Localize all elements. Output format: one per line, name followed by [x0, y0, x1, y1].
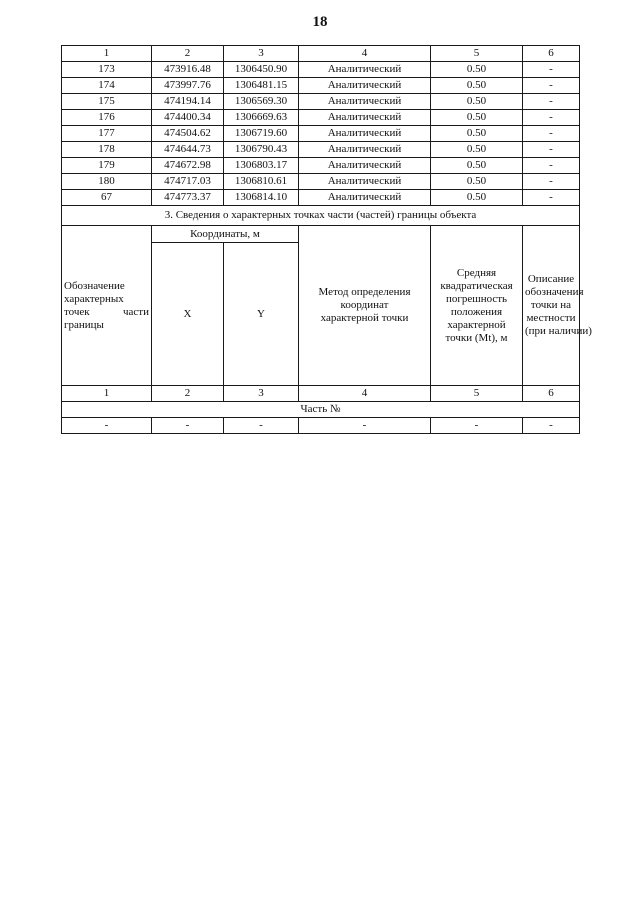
empty-cell: -: [224, 418, 299, 434]
accuracy: 0.50: [431, 62, 523, 78]
coord-y: 1306810.61: [224, 174, 299, 190]
section-title: 3. Сведения о характерных точках части (частей) границы объекта: [62, 206, 580, 226]
description: -: [523, 174, 580, 190]
col-header-text: характерной точки: [320, 312, 409, 324]
coord-y: 1306790.43: [224, 142, 299, 158]
col-header-text: характерных: [64, 292, 124, 305]
description: -: [523, 94, 580, 110]
table-row: [62, 142, 580, 158]
col-header-text: характерной: [447, 318, 506, 331]
col-header-text: границы: [64, 318, 104, 331]
header-cell: 1: [62, 46, 152, 62]
method: Аналитический: [299, 190, 431, 206]
header-cell: 2: [152, 46, 224, 62]
header-cell: 6: [523, 46, 580, 62]
method: Аналитический: [299, 62, 431, 78]
table-row: [62, 190, 580, 206]
point-number: 179: [62, 158, 152, 174]
coord-x: 474672.98: [152, 158, 224, 174]
coord-y: 1306803.17: [224, 158, 299, 174]
accuracy: 0.50: [431, 126, 523, 142]
description: -: [523, 126, 580, 142]
col-header-text: Обозначение: [64, 279, 125, 292]
table-row: [62, 418, 580, 434]
accuracy: 0.50: [431, 174, 523, 190]
column-number: 2: [152, 386, 224, 402]
coord-y: 1306481.15: [224, 78, 299, 94]
section-number-row: [62, 386, 580, 402]
point-number: 174: [62, 78, 152, 94]
header-cell: 5: [431, 46, 523, 62]
coord-x: 474773.37: [152, 190, 224, 206]
coordinates-table: [61, 45, 592, 434]
coord-x: 474504.62: [152, 126, 224, 142]
accuracy: 0.50: [431, 190, 523, 206]
table-row: [62, 110, 580, 126]
column-number: 4: [299, 386, 431, 402]
coord-x: 474644.73: [152, 142, 224, 158]
point-number: 180: [62, 174, 152, 190]
table-row: [62, 126, 580, 142]
column-number: 5: [431, 386, 523, 402]
col-header-text: погрешность: [445, 292, 508, 305]
column-number: 1: [62, 386, 152, 402]
header-cell: 3: [224, 46, 299, 62]
point-number: 67: [62, 190, 152, 206]
table-row: [62, 62, 580, 78]
point-number: 177: [62, 126, 152, 142]
table-row: [62, 94, 580, 110]
empty-cell: -: [299, 418, 431, 434]
col-header-point-designation: [62, 226, 152, 386]
empty-cell: -: [62, 418, 152, 434]
empty-cell: -: [431, 418, 523, 434]
col-header-text: Метод определения: [318, 286, 411, 298]
accuracy: 0.50: [431, 78, 523, 94]
col-header-text: Средняя: [456, 266, 497, 279]
col-header-coordinates: Координаты, м: [152, 226, 299, 243]
coord-y: 1306450.90: [224, 62, 299, 78]
coord-y: 1306814.10: [224, 190, 299, 206]
col-header-description: [523, 226, 592, 386]
description: -: [523, 78, 580, 94]
table-row: [62, 174, 580, 190]
point-number: 178: [62, 142, 152, 158]
accuracy: 0.50: [431, 142, 523, 158]
method: Аналитический: [299, 126, 431, 142]
coord-x: 473997.76: [152, 78, 224, 94]
part-label: Часть №: [62, 402, 580, 418]
col-header-text: местности: [526, 312, 576, 324]
accuracy: 0.50: [431, 158, 523, 174]
description: -: [523, 158, 580, 174]
col-header-text: координат: [340, 299, 389, 311]
empty-cell: -: [523, 418, 580, 434]
method: Аналитический: [299, 94, 431, 110]
col-header-text: квадратическая: [440, 279, 513, 292]
col-header-method: [299, 226, 431, 386]
header-cell: 4: [299, 46, 431, 62]
coord-y: 1306569.30: [224, 94, 299, 110]
part-label-row: [62, 402, 580, 418]
page-number: 18: [312, 14, 328, 30]
table-row: [62, 78, 580, 94]
col-header-accuracy: [431, 226, 523, 386]
method: Аналитический: [299, 174, 431, 190]
point-number: 175: [62, 94, 152, 110]
section-title-row: [62, 206, 580, 226]
table-row: [62, 158, 580, 174]
coord-y: 1306719.60: [224, 126, 299, 142]
col-header-x: X: [152, 243, 224, 386]
description: -: [523, 190, 580, 206]
method: Аналитический: [299, 158, 431, 174]
col-header-text: обозначения: [525, 286, 584, 298]
col-header-y: Y: [224, 243, 299, 386]
empty-cell: -: [152, 418, 224, 434]
coord-x: 474400.34: [152, 110, 224, 126]
description: -: [523, 110, 580, 126]
coord-x: 474717.03: [152, 174, 224, 190]
col-header-text: (при наличии): [525, 325, 592, 337]
col-header-text: точки (Mt), м: [445, 331, 508, 344]
column-number: 3: [224, 386, 299, 402]
method: Аналитический: [299, 142, 431, 158]
method: Аналитический: [299, 110, 431, 126]
coord-x: 473916.48: [152, 62, 224, 78]
col-header-text: положения: [450, 305, 503, 318]
description: -: [523, 62, 580, 78]
col-header-text: точки на: [530, 299, 572, 311]
section-header-row: [62, 226, 580, 243]
coord-y: 1306669.63: [224, 110, 299, 126]
point-number: 173: [62, 62, 152, 78]
coord-x: 474194.14: [152, 94, 224, 110]
accuracy: 0.50: [431, 110, 523, 126]
table-header-row: [62, 46, 580, 62]
col-header-text: Описание: [527, 273, 575, 285]
description: -: [523, 142, 580, 158]
column-number: 6: [523, 386, 580, 402]
method: Аналитический: [299, 78, 431, 94]
accuracy: 0.50: [431, 94, 523, 110]
col-header-text: точек части: [64, 305, 149, 318]
point-number: 176: [62, 110, 152, 126]
